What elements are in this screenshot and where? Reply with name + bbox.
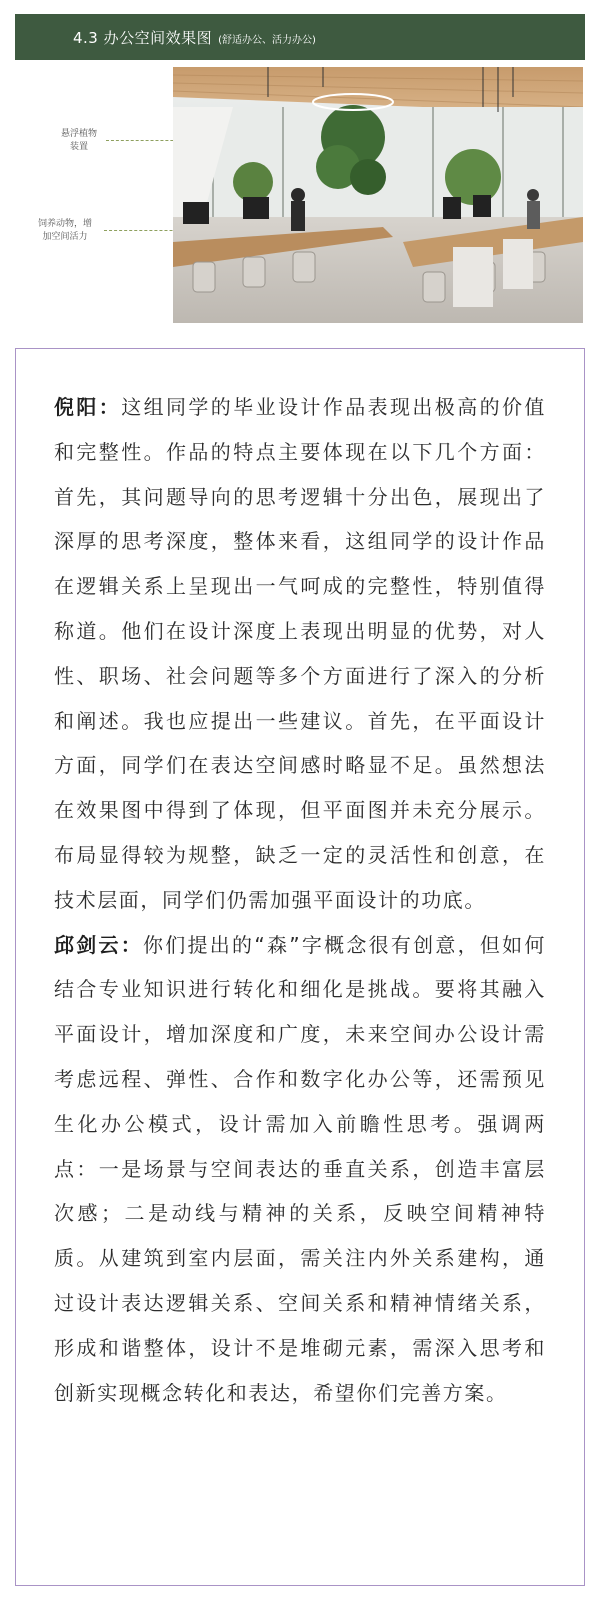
section-title: 4.3 办公空间效果图 (73, 28, 213, 47)
section-header (15, 14, 585, 60)
comment-text: 你们提出的“森”字概念很有创意，但如何结合专业知识进行转化和细化是挑战。要将其融入平面设计，增加深度和广度，未来空间办公设计需考虑远程、弹性、合作和数字化办公等，还需预见生化办公模式，设计需加入前瞻性思考。强调两点：一是场景与空间表达的垂直关系，创造丰富层次感；二是动线与精神的关系，反映空间精神特质。从建筑到室内层面，需关注内外关系建构，通过设计表达逻辑关系、空间关系和精神情绪关系，形成和谐整体，设计不是堆砌元素，需深入思考和创新实现概念转化和表达，希望你们完善方案。 (54, 932, 546, 1405)
annotation-floating-plants: 悬浮植物 装置 (60, 129, 97, 152)
speaker-name: 倪阳： (54, 395, 122, 419)
comment-text: 这组同学的毕业设计作品表现出极高的价值和完整性。作品的特点主要体现在以下几个方面：首先，其问题导向的思考逻辑十分出色，展现出了深厚的思考深度，整体来看，这组同学的设计作品在逻辑关系上呈现出一气呵成的完整性，特别值得称道。他们在设计深度上表现出明显的优势，对人性、职场、社会问题等多个方面进行了深入的分析和阐述。我也应提出一些建议。首先，在平面设计方面，同学们在表达空间感时略显不足。虽然想法在效果图中得到了体现，但平面图并未充分展示。布局显得较为规整，缺乏一定的灵活性和创意，在技术层面，同学们仍需加强平面设计的功底。 (54, 395, 546, 912)
office-rendering-image (173, 67, 583, 323)
review-comments-box (15, 348, 585, 1586)
comment-paragraph-2 (54, 923, 546, 1416)
section-subtitle: (舒适办公、活力办公) (218, 35, 316, 46)
speaker-name: 邱剑云： (54, 932, 144, 957)
annotation-animals: 饲养动物，增 加空间活力 (37, 219, 92, 242)
comment-paragraph-1 (54, 385, 546, 923)
